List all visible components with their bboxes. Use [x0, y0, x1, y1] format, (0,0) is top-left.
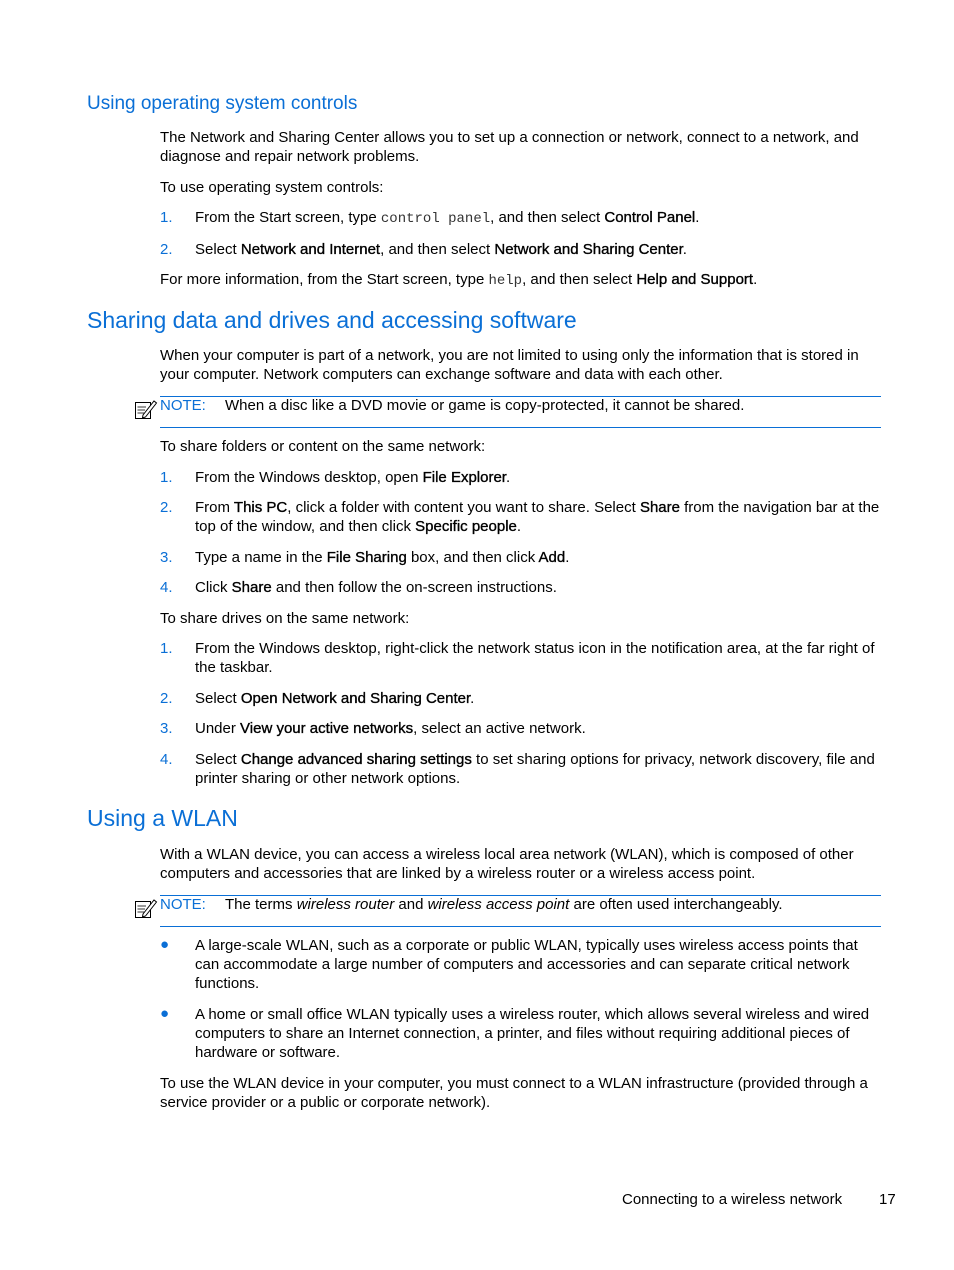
list-number: 1. — [160, 469, 173, 486]
note-label: NOTE: — [160, 896, 206, 913]
section-heading-wlan: Using a WLAN — [87, 805, 238, 831]
list-item: From the Start screen, type control panel, and then select Control Panel. — [195, 209, 700, 227]
note-rule-bottom — [160, 926, 881, 927]
code-text: control panel — [380, 211, 491, 227]
note-label: NOTE: — [160, 397, 206, 414]
list-item: A large-scale WLAN, such as a corporate or public WLAN, typically uses wireless access points that can accommodate a large number of computers and accessories and can separate critical network functions. — [195, 937, 858, 992]
section-heading-sharing: Sharing data and drives and accessing software — [87, 307, 577, 333]
bullet-icon: ● — [160, 1005, 170, 1022]
list-number: 2. — [160, 690, 173, 707]
list-number: 3. — [160, 549, 173, 566]
list-item: Under View your active networks, select an active network. — [195, 720, 586, 737]
paragraph: For more information, from the Start screen, type help, and then select Help and Support. — [160, 271, 758, 289]
paragraph: To use the WLAN device in your computer, you must connect to a WLAN infrastructure (provided through a service provider or a public or corporate network). — [160, 1075, 868, 1111]
note-pencil-icon — [134, 398, 158, 422]
list-item: Select Change advanced sharing settings to set sharing options for privacy, network discovery, file and printer sharing or other network options. — [195, 751, 875, 787]
list-number: 1. — [160, 640, 173, 657]
list-item: Click Share and then follow the on-screen instructions. — [195, 579, 557, 596]
list-number: 2. — [160, 241, 173, 258]
paragraph: To share drives on the same network: — [160, 610, 410, 627]
list-number: 2. — [160, 499, 173, 516]
footer-section-title: Connecting to a wireless network — [622, 1191, 843, 1208]
note-rule-bottom — [160, 427, 881, 428]
paragraph: To share folders or content on the same network: — [160, 438, 486, 455]
list-number: 4. — [160, 579, 173, 596]
note-text: When a disc like a DVD movie or game is copy-protected, it cannot be shared. — [225, 397, 745, 414]
paragraph: With a WLAN device, you can access a wireless local area network (WLAN), which is composed of other computers and accessories that are linked by a wireless router or a wireless access point. — [160, 846, 854, 882]
note-pencil-icon — [134, 897, 158, 921]
paragraph: The Network and Sharing Center allows you to set up a connection or network, connect to a network, and diagnose and repair network problems. — [160, 129, 859, 165]
paragraph: When your computer is part of a network, you are not limited to using only the information that is stored in your computer. Network computers can exchange software and data with each other. — [160, 347, 859, 383]
bullet-icon: ● — [160, 936, 170, 953]
page-number: 17 — [879, 1191, 896, 1208]
list-item: From the Windows desktop, open File Explorer. — [195, 469, 511, 486]
note-text: The terms wireless router and wireless access point are often used interchangeably. — [225, 896, 783, 913]
section-heading-os-controls: Using operating system controls — [87, 93, 358, 114]
code-text: help — [488, 273, 523, 289]
list-item: From the Windows desktop, right-click the network status icon in the notification area, at the far right of the taskbar. — [195, 640, 875, 676]
list-number: 1. — [160, 209, 173, 226]
list-item: A home or small office WLAN typically uses a wireless router, which allows several wireless and wired computers to share an Internet connection, a printer, and files without requiring additional pieces of hardware or software. — [195, 1006, 870, 1061]
paragraph: To use operating system controls: — [160, 179, 384, 196]
list-item: Type a name in the File Sharing box, and then click Add. — [195, 549, 570, 566]
list-item: From This PC, click a folder with content you want to share. Select Share from the navigation bar at the top of the window, and then click Specific people. — [195, 499, 880, 535]
list-item: Select Network and Internet, and then select Network and Sharing Center. — [195, 241, 687, 258]
list-number: 3. — [160, 720, 173, 737]
list-item: Select Open Network and Sharing Center. — [195, 690, 475, 707]
list-number: 4. — [160, 751, 173, 768]
